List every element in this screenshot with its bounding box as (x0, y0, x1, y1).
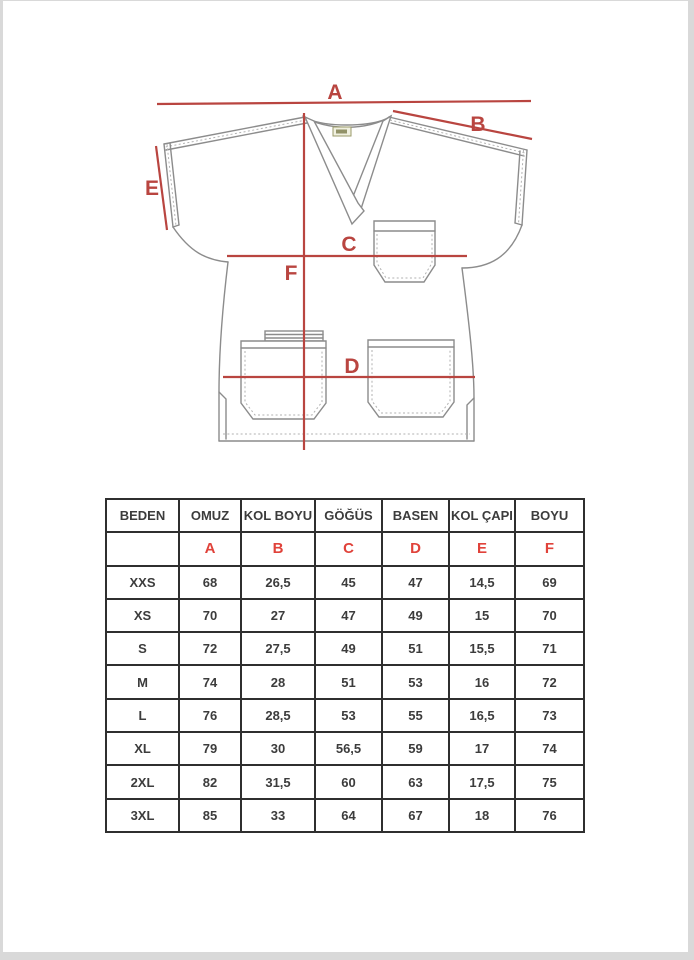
measure-label-c: C (341, 233, 357, 256)
pen-pocket (265, 331, 323, 341)
table-cell: 31,5 (241, 765, 315, 798)
table-cell: 68 (179, 566, 241, 599)
table-cell: 51 (315, 665, 382, 698)
table-cell: 70 (515, 599, 584, 632)
header-cell: BOYU (515, 499, 584, 532)
table-cell: 79 (179, 732, 241, 765)
table-cell: 71 (515, 632, 584, 665)
table-cell: 15,5 (449, 632, 515, 665)
size-table (105, 498, 585, 833)
header-cell: BEDEN (106, 499, 179, 532)
measure-label-a: A (327, 81, 343, 104)
table-cell: 72 (515, 665, 584, 698)
table-cell: 60 (315, 765, 382, 798)
table-cell: 33 (241, 799, 315, 832)
table-cell: 28,5 (241, 699, 315, 732)
table-cell: 16 (449, 665, 515, 698)
measure-label-d: D (344, 355, 360, 378)
table-cell: 16,5 (449, 699, 515, 732)
table-cell: 17 (449, 732, 515, 765)
measure-label-b: B (470, 113, 486, 136)
header-cell: KOL ÇAPI (449, 499, 515, 532)
table-cell: 27 (241, 599, 315, 632)
table-row (106, 799, 584, 832)
letter-cell (106, 532, 179, 565)
table-cell: 28 (241, 665, 315, 698)
header-cell: BASEN (382, 499, 449, 532)
header-cell: OMUZ (179, 499, 241, 532)
table-row (106, 732, 584, 765)
table-cell: XS (106, 599, 179, 632)
table-cell: 27,5 (241, 632, 315, 665)
table-cell: 3XL (106, 799, 179, 832)
table-cell: 2XL (106, 765, 179, 798)
table-cell: 53 (315, 699, 382, 732)
table-cell: 82 (179, 765, 241, 798)
table-cell: 14,5 (449, 566, 515, 599)
measurement-lines (156, 101, 532, 450)
table-cell: 51 (382, 632, 449, 665)
left-pocket (241, 341, 326, 419)
table-cell: 74 (179, 665, 241, 698)
right-pocket (368, 340, 454, 417)
table-row (106, 599, 584, 632)
table-cell: 15 (449, 599, 515, 632)
table-cell: 69 (515, 566, 584, 599)
measure-label-e: E (144, 177, 160, 200)
header-cell: KOL BOYU (241, 499, 315, 532)
table-cell: 18 (449, 799, 515, 832)
table-cell: 47 (382, 566, 449, 599)
measure-line-a (157, 101, 531, 104)
table-cell: 56,5 (315, 732, 382, 765)
header-row (106, 499, 584, 532)
table-cell: 76 (515, 799, 584, 832)
table-cell: 53 (382, 665, 449, 698)
table-cell: 75 (515, 765, 584, 798)
table-cell: 63 (382, 765, 449, 798)
letter-cell: A (179, 532, 241, 565)
table-cell: 64 (315, 799, 382, 832)
size-table-body (106, 499, 584, 832)
table-cell: 76 (179, 699, 241, 732)
header-cell: GÖĞÜS (315, 499, 382, 532)
table-cell: 49 (315, 632, 382, 665)
table-row (106, 632, 584, 665)
letter-cell: C (315, 532, 382, 565)
table-cell: S (106, 632, 179, 665)
table-cell: 26,5 (241, 566, 315, 599)
table-cell: M (106, 665, 179, 698)
table-cell: 67 (382, 799, 449, 832)
table-row (106, 699, 584, 732)
letter-cell: E (449, 532, 515, 565)
letter-cell: B (241, 532, 315, 565)
table-cell: 47 (315, 599, 382, 632)
table-cell: 55 (382, 699, 449, 732)
letter-cell: D (382, 532, 449, 565)
table-cell: 45 (315, 566, 382, 599)
table-cell: 70 (179, 599, 241, 632)
table-cell: 74 (515, 732, 584, 765)
table-cell: L (106, 699, 179, 732)
table-cell: 30 (241, 732, 315, 765)
table-cell: 85 (179, 799, 241, 832)
table-cell: 72 (179, 632, 241, 665)
table-row (106, 665, 584, 698)
table-cell: XXS (106, 566, 179, 599)
table-cell: 17,5 (449, 765, 515, 798)
table-row (106, 566, 584, 599)
table-row (106, 765, 584, 798)
table-cell: XL (106, 732, 179, 765)
garment-outline (164, 116, 527, 441)
letter-cell: F (515, 532, 584, 565)
table-cell: 49 (382, 599, 449, 632)
letter-row (106, 532, 584, 565)
table-cell: 73 (515, 699, 584, 732)
measure-label-f: F (284, 262, 298, 285)
table-cell: 59 (382, 732, 449, 765)
